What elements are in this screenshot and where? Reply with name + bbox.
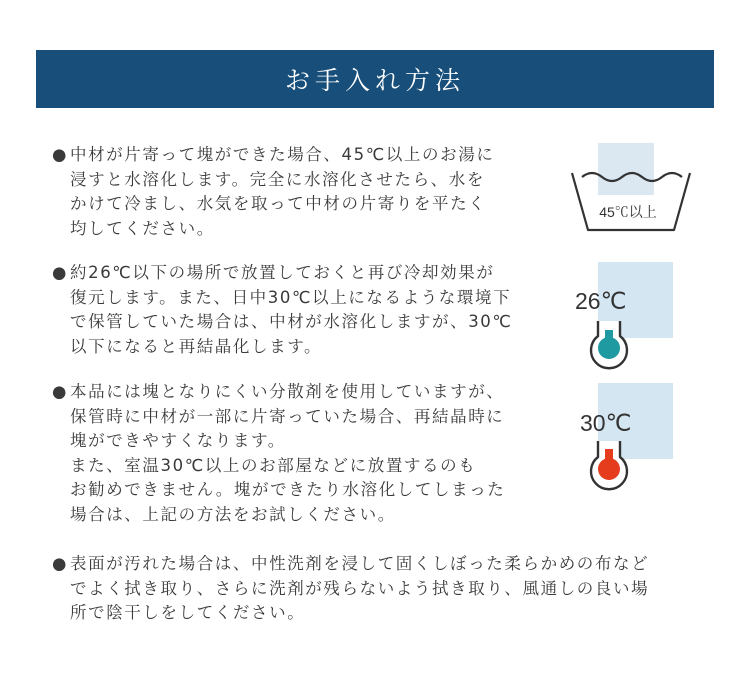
care-item-1 <box>52 143 494 241</box>
care-item-4-line-2: でよく拭き取り、さらに洗剤が残らないよう拭き取り、風通しの良い場 <box>70 578 650 598</box>
bullet-icon: ● <box>52 145 68 164</box>
bullet-icon: ● <box>52 263 68 282</box>
care-item-2-line-2: 復元します。また、日中30℃以上になるような環境下 <box>70 287 512 307</box>
care-item-3-line-2: 保管時に中材が一部に片寄っていた場合、再結晶時に <box>70 406 505 426</box>
care-item-2-line-4: 以下になると再結晶化します。 <box>70 336 323 356</box>
thermometer-26-icon <box>570 262 680 372</box>
care-item-2-line-1: ● 約26℃以下の場所で放置しておくと再び冷却効果が <box>52 261 513 286</box>
care-item-3-line-3: 塊ができやすくなります。 <box>70 431 286 450</box>
hot-temp-label: 30℃ <box>580 410 632 436</box>
care-item-2 <box>52 261 513 359</box>
thermometer-30-icon <box>570 383 680 498</box>
bullet-icon: ● <box>52 554 68 573</box>
care-item-3-line-6: 場合は、上記の方法をお試しください。 <box>70 504 396 524</box>
care-item-3-line-5: お勧めできません。塊ができたり水溶化してしまった <box>70 480 506 499</box>
care-item-1-line-3: かけて冷まし、水気を取って中材の片寄りを平たく <box>70 194 487 213</box>
care-item-4 <box>52 552 649 626</box>
care-item-4-line-3: 所で陰干しをしてください。 <box>70 603 306 622</box>
cool-temp-label: 26℃ <box>575 288 627 314</box>
care-item-3-line-4: また、室温30℃以上のお部屋などに放置するのも <box>70 455 477 475</box>
care-item-1-line-4: 均してください。 <box>70 218 215 238</box>
care-item-3 <box>52 380 505 527</box>
wash-tub-icon <box>568 140 694 235</box>
care-item-2-line-3: で保管していた場合は、中材が水溶化しますが、30℃ <box>70 312 513 331</box>
care-item-1-line-2: 浸すと水溶化します。完全に水溶化させたら、水を <box>70 169 485 189</box>
bullet-icon: ● <box>52 382 68 401</box>
care-item-4-line-1: ● 表面が汚れた場合は、中性洗剤を浸して固くしぼった柔らかめの布など <box>52 552 649 577</box>
care-item-3-line-1: ● 本品には塊となりにくい分散剤を使用していますが、 <box>52 380 505 405</box>
care-item-1-line-1: ● 中材が片寄って塊ができた場合、45℃以上のお湯に <box>52 143 494 168</box>
wash-temp-label: 45℃以上 <box>599 204 657 220</box>
page-title-bar <box>36 50 714 108</box>
page-title: お手入れ方法 <box>284 66 465 95</box>
